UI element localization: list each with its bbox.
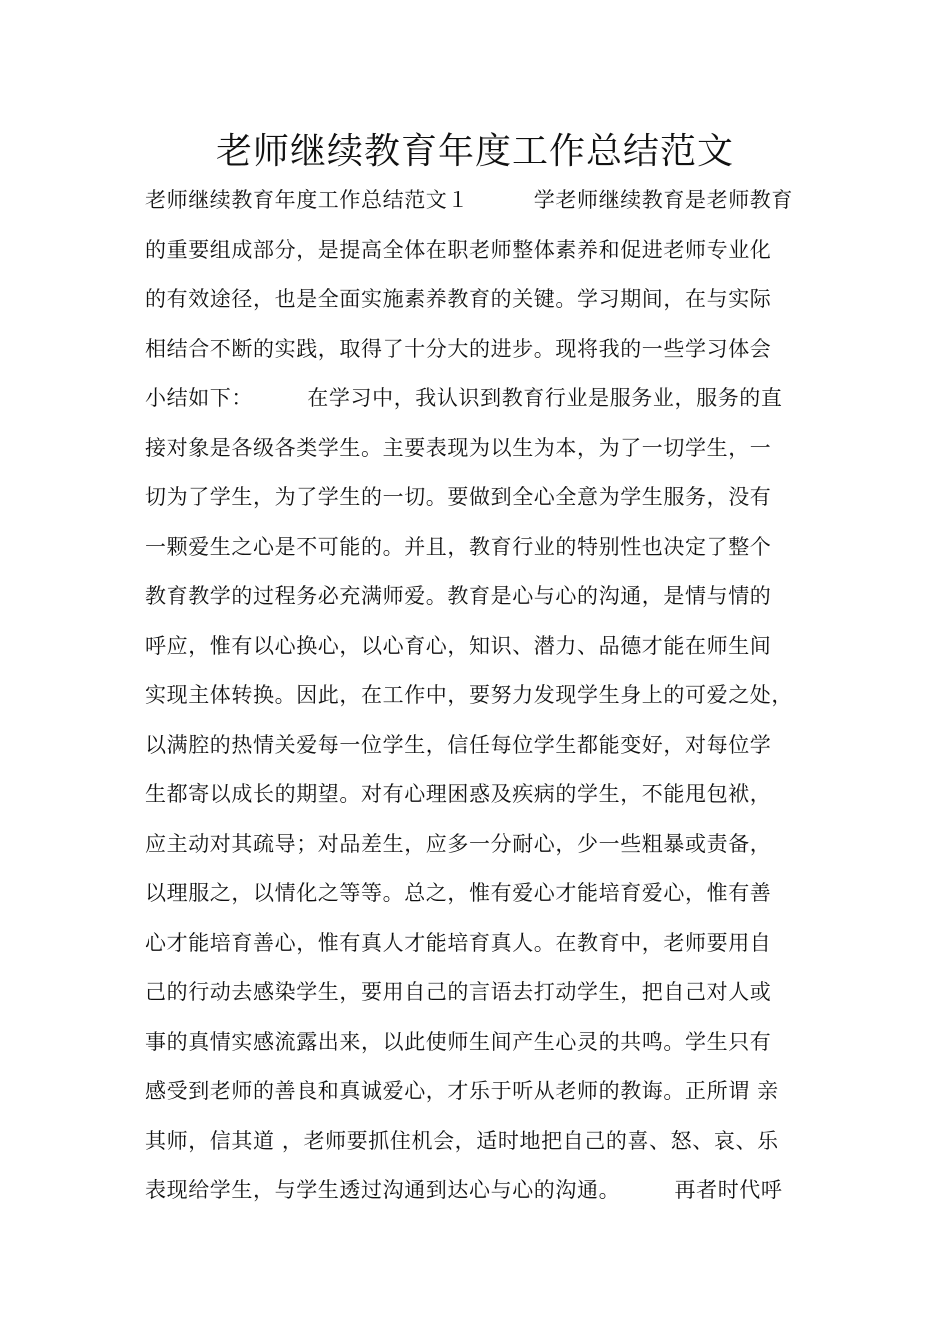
text-line: 小结如下： 在学习中，我认识到教育行业是服务业，服务的直 xyxy=(145,386,783,410)
text-line: 老师继续教育年度工作总结范文１ 学老师继续教育是老师教育 xyxy=(145,188,793,212)
text-line: 教育教学的过程务必充满师爱。教育是心与心的沟通，是情与情的 xyxy=(145,584,772,608)
text-line: 事的真情实感流露出来，以此使师生间产生心灵的共鸣。学生只有 xyxy=(145,1029,772,1054)
text-line: 接对象是各级各类学生。主要表现为以生为本，为了一切学生，一 xyxy=(145,435,772,460)
text-line: 一颗爱生之心是不可能的。并且，教育行业的特别性也决定了整个 xyxy=(145,534,772,559)
text-line: 实现主体转换。因此，在工作中，要努力发现学生身上的可爱之处， xyxy=(145,683,793,707)
text-line: 心才能培育善心，惟有真人才能培育真人。在教育中，老师要用自 xyxy=(145,930,772,955)
text-line: 感受到老师的善良和真诚爱心，才乐于听从老师的教诲。正所谓 亲 xyxy=(145,1079,779,1103)
text-line: 生都寄以成长的期望。对有心理困惑及疾病的学生，不能甩包袱， xyxy=(145,782,772,806)
text-line: 以理服之，以情化之等等。总之，惟有爱心才能培育爱心，惟有善 xyxy=(145,881,772,905)
text-line: 呼应，惟有以心换心，以心育心，知识、潜力、品德才能在师生间 xyxy=(145,633,772,658)
text-line: 相结合不断的实践，取得了十分大的进步。现将我的一些学习体会 xyxy=(145,336,772,361)
text-line: 切为了学生，为了学生的一切。要做到全心全意为学生服务，没有 xyxy=(145,485,772,509)
text-line: 应主动对其疏导；对品差生，应多一分耐心，少一些粗暴或责备， xyxy=(145,831,772,856)
text-line: 其师，信其道 ，老师要抓住机会，适时地把自己的喜、怒、哀、乐 xyxy=(145,1128,779,1153)
document-title: 老师继续教育年度工作总结范文 xyxy=(215,131,734,172)
text-line: 己的行动去感染学生，要用自己的言语去打动学生，把自己对人或 xyxy=(145,980,772,1004)
document-body xyxy=(145,182,825,1222)
text-line: 的重要组成部分，是提高全体在职老师整体素养和促进老师专业化 xyxy=(145,237,772,262)
text-line: 以满腔的热情关爱每一位学生，信任每位学生都能变好，对每位学 xyxy=(145,732,772,757)
text-line: 的有效途径，也是全面实施素养教育的关键。学习期间，在与实际 xyxy=(145,287,772,311)
text-line: 表现给学生，与学生透过沟通到达心与心的沟通。 再者时代呼 xyxy=(145,1178,783,1202)
